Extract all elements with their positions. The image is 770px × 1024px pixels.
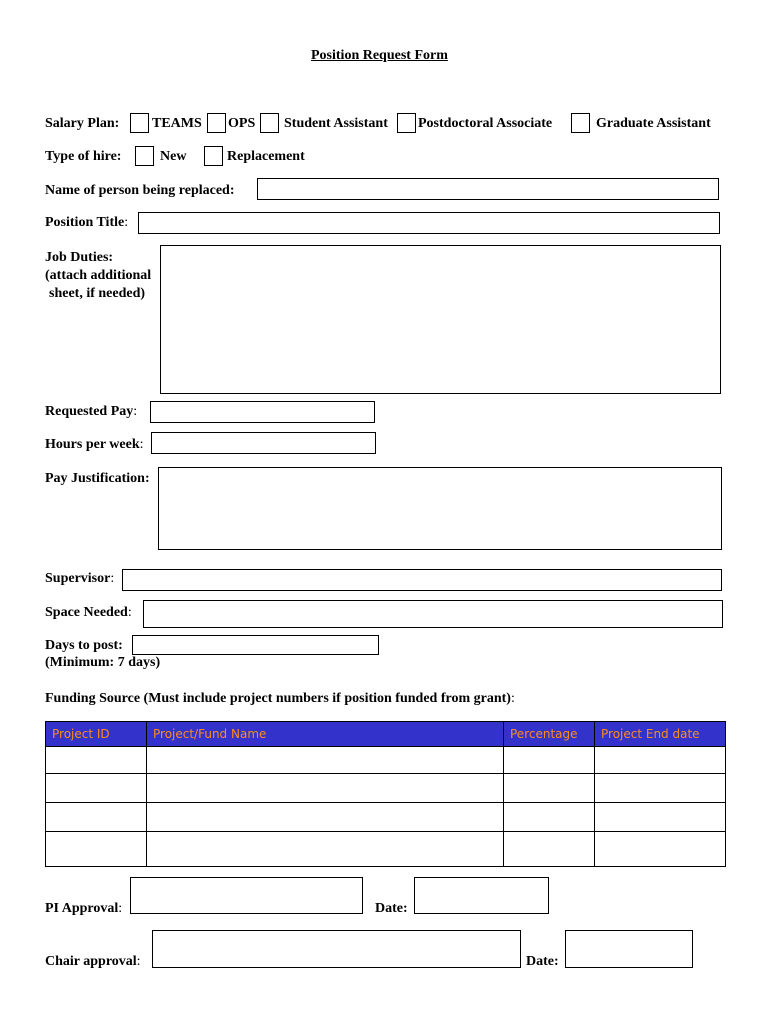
colon: : — [133, 404, 138, 419]
checkbox-student-assistant[interactable] — [260, 113, 279, 133]
checkbox-new[interactable] — [135, 146, 154, 166]
cell-project-id[interactable] — [46, 803, 147, 832]
checkbox-ops[interactable] — [207, 113, 226, 133]
hours-field[interactable] — [151, 432, 376, 454]
supervisor-field[interactable] — [122, 569, 722, 591]
position-title-field[interactable] — [138, 212, 720, 234]
cell-project-end-date[interactable] — [595, 832, 726, 867]
days-label: Days to post: — [45, 638, 123, 653]
supervisor-label-group — [45, 571, 114, 587]
pi-date-label: Date: — [375, 901, 408, 916]
pi-approval-label: PI Approval — [45, 901, 119, 916]
option-new-label: New — [160, 149, 187, 164]
funding-label-group — [45, 691, 515, 707]
type-of-hire-label: Type of hire: — [45, 149, 122, 164]
cell-percentage[interactable] — [504, 747, 595, 774]
cell-project-fund-name[interactable] — [147, 747, 504, 774]
position-title-label-group — [45, 215, 128, 231]
option-teams-label: TEAMS — [152, 116, 202, 131]
pay-justification-label: Pay Justification: — [45, 471, 150, 486]
pay-justification-field[interactable] — [158, 467, 722, 550]
header-project-fund-name: Project/Fund Name — [147, 722, 504, 747]
table-row — [46, 832, 726, 867]
cell-percentage[interactable] — [504, 803, 595, 832]
cell-project-end-date[interactable] — [595, 747, 726, 774]
pi-approval-label-group — [45, 901, 122, 917]
colon: : — [136, 954, 141, 969]
job-duties-line: Job Duties: — [45, 250, 114, 265]
header-project-end-date: Project End date — [595, 722, 726, 747]
colon: : — [127, 605, 132, 620]
chair-date-field[interactable] — [565, 930, 693, 968]
colon: : — [510, 691, 515, 706]
cell-project-fund-name[interactable] — [147, 803, 504, 832]
funding-label: Funding Source (Must include project numbers if position funded from grant) — [45, 691, 511, 706]
position-title-label: Position Title — [45, 215, 125, 230]
hours-label: Hours per week — [45, 437, 140, 452]
space-label-group — [45, 605, 132, 621]
cell-percentage[interactable] — [504, 832, 595, 867]
supervisor-label: Supervisor — [45, 571, 111, 586]
chair-approval-label-group — [45, 954, 141, 970]
checkbox-graduate-assistant[interactable] — [571, 113, 590, 133]
requested-pay-label-group — [45, 404, 137, 420]
chair-date-label: Date: — [526, 954, 559, 969]
days-minimum-note: (Minimum: 7 days) — [45, 655, 161, 670]
colon: : — [124, 215, 129, 230]
option-student-assistant-label: Student Assistant — [284, 116, 388, 131]
funding-table-header — [46, 722, 726, 747]
cell-project-id[interactable] — [46, 832, 147, 867]
checkbox-postdoctoral-associate[interactable] — [397, 113, 416, 133]
job-duties-line: (attach additional — [45, 268, 152, 283]
cell-project-fund-name[interactable] — [147, 832, 504, 867]
chair-approval-field[interactable] — [152, 930, 521, 968]
salary-plan-label: Salary Plan: — [45, 116, 120, 131]
table-row — [46, 774, 726, 803]
job-duties-label — [45, 249, 151, 303]
cell-project-end-date[interactable] — [595, 803, 726, 832]
cell-project-fund-name[interactable] — [147, 774, 504, 803]
requested-pay-field[interactable] — [150, 401, 375, 423]
pi-approval-field[interactable] — [130, 877, 363, 914]
job-duties-field[interactable] — [160, 245, 721, 394]
space-field[interactable] — [143, 600, 723, 628]
header-percentage: Percentage — [504, 722, 595, 747]
pi-date-field[interactable] — [414, 877, 549, 914]
days-field[interactable] — [132, 635, 379, 655]
replaced-person-field[interactable] — [257, 178, 719, 200]
option-postdoctoral-associate-label: Postdoctoral Associate — [418, 116, 553, 131]
option-replacement-label: Replacement — [227, 149, 305, 164]
replaced-person-label: Name of person being replaced: — [45, 183, 235, 198]
chair-approval-label: Chair approval — [45, 954, 137, 969]
hours-label-group — [45, 437, 144, 453]
table-row — [46, 803, 726, 832]
space-label: Space Needed — [45, 605, 128, 620]
option-ops-label: OPS — [228, 116, 256, 131]
header-project-id: Project ID — [46, 722, 147, 747]
checkbox-teams[interactable] — [130, 113, 149, 133]
page-title: Position Request Form — [311, 48, 448, 63]
cell-project-end-date[interactable] — [595, 774, 726, 803]
job-duties-line: sheet, if needed) — [49, 286, 146, 301]
cell-project-id[interactable] — [46, 774, 147, 803]
option-graduate-assistant-label: Graduate Assistant — [596, 116, 711, 131]
checkbox-replacement[interactable] — [204, 146, 223, 166]
colon: : — [110, 571, 115, 586]
cell-project-id[interactable] — [46, 747, 147, 774]
colon: : — [118, 901, 123, 916]
colon: : — [139, 437, 144, 452]
table-row — [46, 747, 726, 774]
funding-table — [45, 721, 726, 867]
cell-percentage[interactable] — [504, 774, 595, 803]
requested-pay-label: Requested Pay — [45, 404, 134, 419]
